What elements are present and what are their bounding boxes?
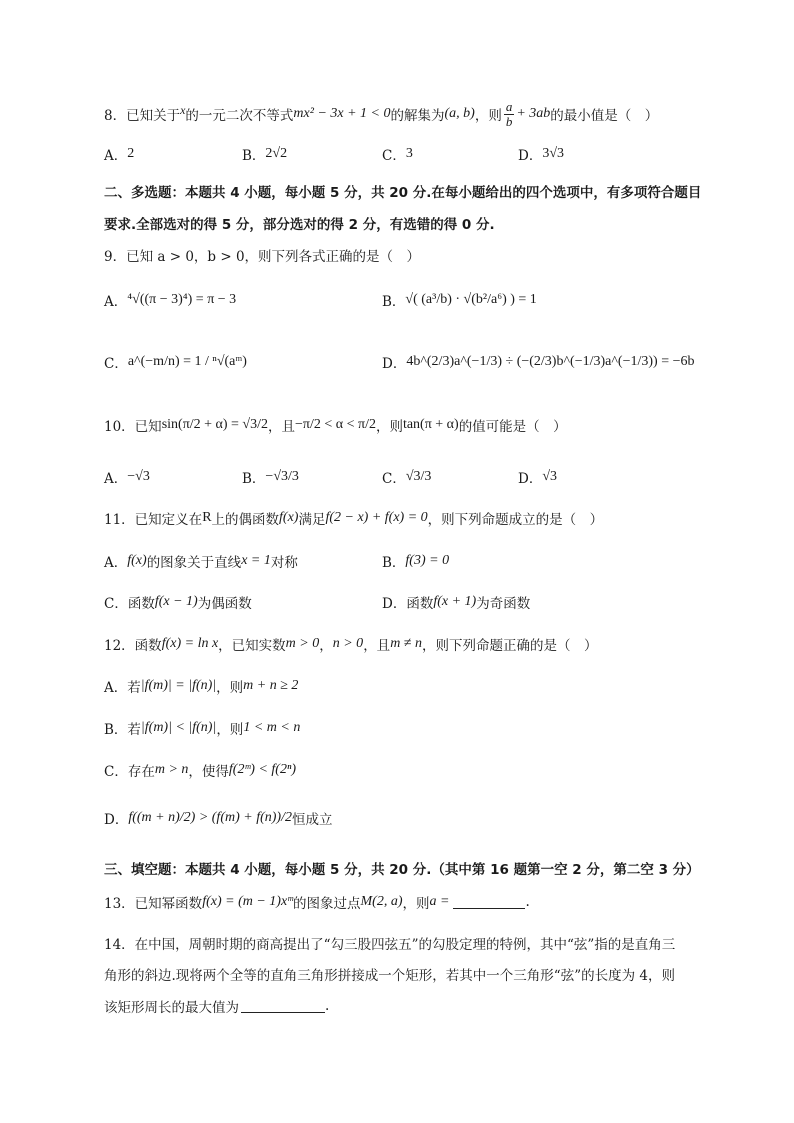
q13-answer-blank[interactable] bbox=[453, 896, 525, 909]
q11-stem-c: 满足 bbox=[298, 512, 326, 528]
q10-option-d[interactable] bbox=[518, 467, 557, 487]
q11-set-r: R bbox=[202, 510, 212, 525]
q11-option-a-post: 对称 bbox=[270, 555, 298, 571]
q11-stem-d: ，则下列命题成立的是（ ） bbox=[427, 512, 604, 528]
section3-heading: 三、填空题：本题共 4 小题，每小题 5 分，共 20 分.（其中第 16 题第一空 2 分，第二空 3 分） bbox=[104, 862, 700, 878]
q9-option-d-value: 4b^(2/3)a^(−1/3) ÷ (−(2/3)b^(−1/3)a^(−1/3)) = −6b bbox=[406, 354, 695, 369]
q9-option-c-label: C． bbox=[104, 356, 128, 372]
q12-option-b-pre: 若 bbox=[127, 722, 141, 738]
q11-fx: f(x) bbox=[279, 510, 299, 525]
q13-point: M(2, a) bbox=[360, 894, 403, 909]
q13-stem-a: 13．已知幂函数 bbox=[104, 896, 203, 912]
q11-option-c-pre: 函数 bbox=[127, 596, 155, 612]
q13-stem-b: 的图象过点 bbox=[293, 896, 361, 912]
q12-option-b-expr: |f(m)| < |f(n)| bbox=[140, 720, 217, 735]
q12-option-b-mid: ，则 bbox=[216, 722, 244, 738]
q10-expr-sin: sin(π/2 + α) = √3/2 bbox=[161, 417, 269, 432]
q8-inequality: mx² − 3x + 1 < 0 bbox=[293, 106, 391, 121]
q8-option-b-label: B． bbox=[242, 148, 266, 164]
q11-option-c-expr: f(x − 1) bbox=[154, 594, 198, 609]
q14-line1: 14．在中国，周朝时期的商高提出了“勾三股四弦五”的勾股定理的特例，其中“弦”指的是直角三 bbox=[104, 937, 676, 953]
q8-option-a-label: A． bbox=[104, 148, 128, 164]
q13-stem bbox=[104, 892, 530, 912]
q10-stem-c: ，则 bbox=[375, 419, 403, 435]
q10-option-a-value: −√3 bbox=[127, 469, 150, 484]
q8-option-c-value: 3 bbox=[405, 146, 413, 161]
q11-option-a-mid: 的图象关于直线 bbox=[146, 555, 242, 571]
q8-option-b[interactable] bbox=[242, 144, 287, 164]
q11-option-d-pre: 函数 bbox=[406, 596, 434, 612]
q8-frac-den: b bbox=[505, 113, 513, 129]
q11-option-c[interactable] bbox=[104, 592, 252, 612]
q14-line2: 角形的斜边.现将两个全等的直角三角形拼接成一个矩形，若其中一个三角形“弦”的长度为 4，则 bbox=[104, 968, 675, 984]
q11-option-b[interactable] bbox=[382, 551, 449, 571]
q11-option-c-mid: 为偶函数 bbox=[197, 596, 252, 612]
q9-option-b[interactable] bbox=[382, 290, 537, 310]
q8-frac-num: a bbox=[505, 98, 513, 114]
q12-option-d-expr: f((m + n)/2) > (f(m) + f(n))/2 bbox=[128, 810, 292, 825]
q10-option-d-label: D． bbox=[518, 471, 543, 487]
q10-option-d-value: √3 bbox=[542, 469, 558, 484]
q11-stem bbox=[104, 508, 603, 528]
q12-stem-c: ，且 bbox=[363, 638, 391, 654]
q12-stem-a: 12．函数 bbox=[104, 638, 162, 654]
q10-option-a-label: A． bbox=[104, 471, 128, 487]
q9-option-b-label: B． bbox=[382, 294, 406, 310]
q8-option-d-value: 3√3 bbox=[542, 146, 565, 161]
q8-stem-b: 的一元二次不等式 bbox=[185, 108, 294, 124]
q12-cond-neq: m ≠ n bbox=[390, 636, 422, 651]
q11-option-d-expr: f(x + 1) bbox=[433, 594, 477, 609]
q12-sep: ， bbox=[319, 638, 333, 654]
q8-stem-a: 8．已知关于 bbox=[104, 108, 181, 124]
q11-option-a-label: A． bbox=[104, 555, 128, 571]
q12-option-c-expr: m > n bbox=[154, 762, 189, 777]
q13-func: f(x) = (m − 1)xᵐ bbox=[202, 894, 293, 909]
q9-option-d-label: D． bbox=[382, 356, 407, 372]
q11-option-d-mid: 为奇函数 bbox=[476, 596, 531, 612]
q9-option-a-label: A． bbox=[104, 294, 128, 310]
q10-stem-d: 的值可能是（ ） bbox=[458, 419, 567, 435]
q12-func: f(x) = ln x bbox=[161, 636, 219, 651]
q10-option-c-value: √3/3 bbox=[405, 469, 432, 484]
q10-expr-range: −π/2 < α < π/2 bbox=[295, 417, 376, 432]
q9-option-c[interactable] bbox=[104, 352, 247, 372]
q10-option-c[interactable] bbox=[382, 467, 431, 487]
q8-interval: (a, b) bbox=[444, 106, 475, 121]
q12-option-d-post: 恒成立 bbox=[291, 812, 333, 828]
q13-var: a = bbox=[429, 894, 450, 909]
q12-stem-d: ，则下列命题正确的是（ ） bbox=[421, 638, 598, 654]
q8-option-d[interactable] bbox=[518, 144, 564, 164]
q10-option-b[interactable] bbox=[242, 467, 299, 487]
q10-stem-a: 10．已知 bbox=[104, 419, 162, 435]
q14-answer-blank[interactable] bbox=[241, 1000, 325, 1013]
q11-option-c-label: C． bbox=[104, 596, 128, 612]
q11-option-a[interactable] bbox=[104, 551, 298, 571]
q12-option-b-expr2: 1 < m < n bbox=[243, 720, 301, 735]
q10-expr-tan: tan(π + α) bbox=[402, 417, 459, 432]
q9-option-a-value: ⁴√((π − 3)⁴) = π − 3 bbox=[127, 292, 237, 307]
q12-stem-b: ，已知实数 bbox=[218, 638, 286, 654]
q10-option-a[interactable] bbox=[104, 467, 150, 487]
q12-option-c-label: C． bbox=[104, 764, 128, 780]
q12-cond-n: n > 0 bbox=[332, 636, 364, 651]
q9-option-d[interactable] bbox=[382, 352, 694, 372]
q10-option-b-value: −√3/3 bbox=[265, 469, 299, 484]
q11-option-d[interactable] bbox=[382, 592, 530, 612]
q12-option-c-pre: 存在 bbox=[127, 764, 155, 780]
q9-stem: 9．已知 a > 0，b > 0，则下列各式正确的是（ ） bbox=[104, 249, 421, 265]
q9-option-b-value: √( (a³/b) · √(b²/a⁶) ) = 1 bbox=[405, 292, 537, 307]
q8-option-c-label: C． bbox=[382, 148, 406, 164]
q11-stem-a: 11．已知定义在 bbox=[104, 512, 203, 528]
q12-option-a-label: A． bbox=[104, 680, 128, 696]
q10-option-b-label: B． bbox=[242, 471, 266, 487]
q8-option-d-label: D． bbox=[518, 148, 543, 164]
section2-heading-line1: 二、多选题：本题共 4 小题，每小题 5 分，共 20 分.在每小题给出的四个选项中，有多项符合题目 bbox=[104, 185, 702, 201]
q12-option-b-label: B． bbox=[104, 722, 128, 738]
q9-option-a[interactable] bbox=[104, 290, 236, 310]
q14-line3 bbox=[104, 996, 329, 1016]
q8-fraction bbox=[504, 100, 515, 129]
q11-option-b-label: B． bbox=[382, 555, 406, 571]
q10-option-c-label: C． bbox=[382, 471, 406, 487]
q12-option-b[interactable] bbox=[104, 718, 300, 738]
q12-cond-m: m > 0 bbox=[285, 636, 320, 651]
q8-stem-c: 的解集为 bbox=[390, 108, 445, 124]
q12-option-a-expr: |f(m)| = |f(n)| bbox=[140, 678, 217, 693]
q12-option-a-pre: 若 bbox=[127, 680, 141, 696]
q12-stem bbox=[104, 634, 597, 654]
q11-option-b-expr: f(3) = 0 bbox=[405, 553, 450, 568]
q14-line3-end: . bbox=[325, 998, 330, 1014]
q8-option-b-value: 2√2 bbox=[265, 146, 288, 161]
q8-stem bbox=[104, 100, 658, 128]
q10-stem-b: ，且 bbox=[268, 419, 296, 435]
q8-option-a-value: 2 bbox=[127, 146, 135, 161]
q14-line3-text: 该矩形周长的最大值为 bbox=[104, 1000, 239, 1016]
q8-option-c[interactable] bbox=[382, 144, 413, 164]
q12-option-c-expr2: f(2ᵐ) < f(2ⁿ) bbox=[228, 762, 297, 777]
q12-option-c-mid: ，使得 bbox=[188, 764, 229, 780]
q12-option-c[interactable] bbox=[104, 760, 296, 780]
section2-heading-line2: 要求.全部选对的得 5 分，部分选对的得 2 分，有选错的得 0 分. bbox=[104, 217, 495, 233]
q8-expr-tail: + 3ab bbox=[516, 106, 551, 121]
q12-option-d-label: D． bbox=[104, 812, 129, 828]
q11-stem-b: 上的偶函数 bbox=[211, 512, 280, 528]
q8-option-a[interactable] bbox=[104, 144, 134, 164]
q8-stem-d: ，则 bbox=[474, 108, 502, 124]
q11-option-a-expr: f(x) bbox=[127, 553, 147, 568]
q9-option-c-value: a^(−m/n) = 1 / ⁿ√(aᵐ) bbox=[127, 354, 247, 369]
q13-stem-end: . bbox=[525, 894, 530, 910]
q12-option-a-mid: ，则 bbox=[216, 680, 244, 696]
q8-var-x: x bbox=[180, 102, 186, 117]
q12-option-a[interactable] bbox=[104, 676, 298, 696]
q12-option-d[interactable] bbox=[104, 808, 332, 828]
q12-option-a-expr2: m + n ≥ 2 bbox=[243, 678, 299, 693]
q11-option-a-expr2: x = 1 bbox=[241, 553, 271, 568]
q11-condition: f(2 − x) + f(x) = 0 bbox=[325, 510, 428, 525]
q13-stem-c: ，则 bbox=[402, 896, 430, 912]
q11-option-d-label: D． bbox=[382, 596, 407, 612]
q10-stem bbox=[104, 412, 567, 438]
q8-stem-e: 的最小值是（ ） bbox=[550, 108, 659, 124]
